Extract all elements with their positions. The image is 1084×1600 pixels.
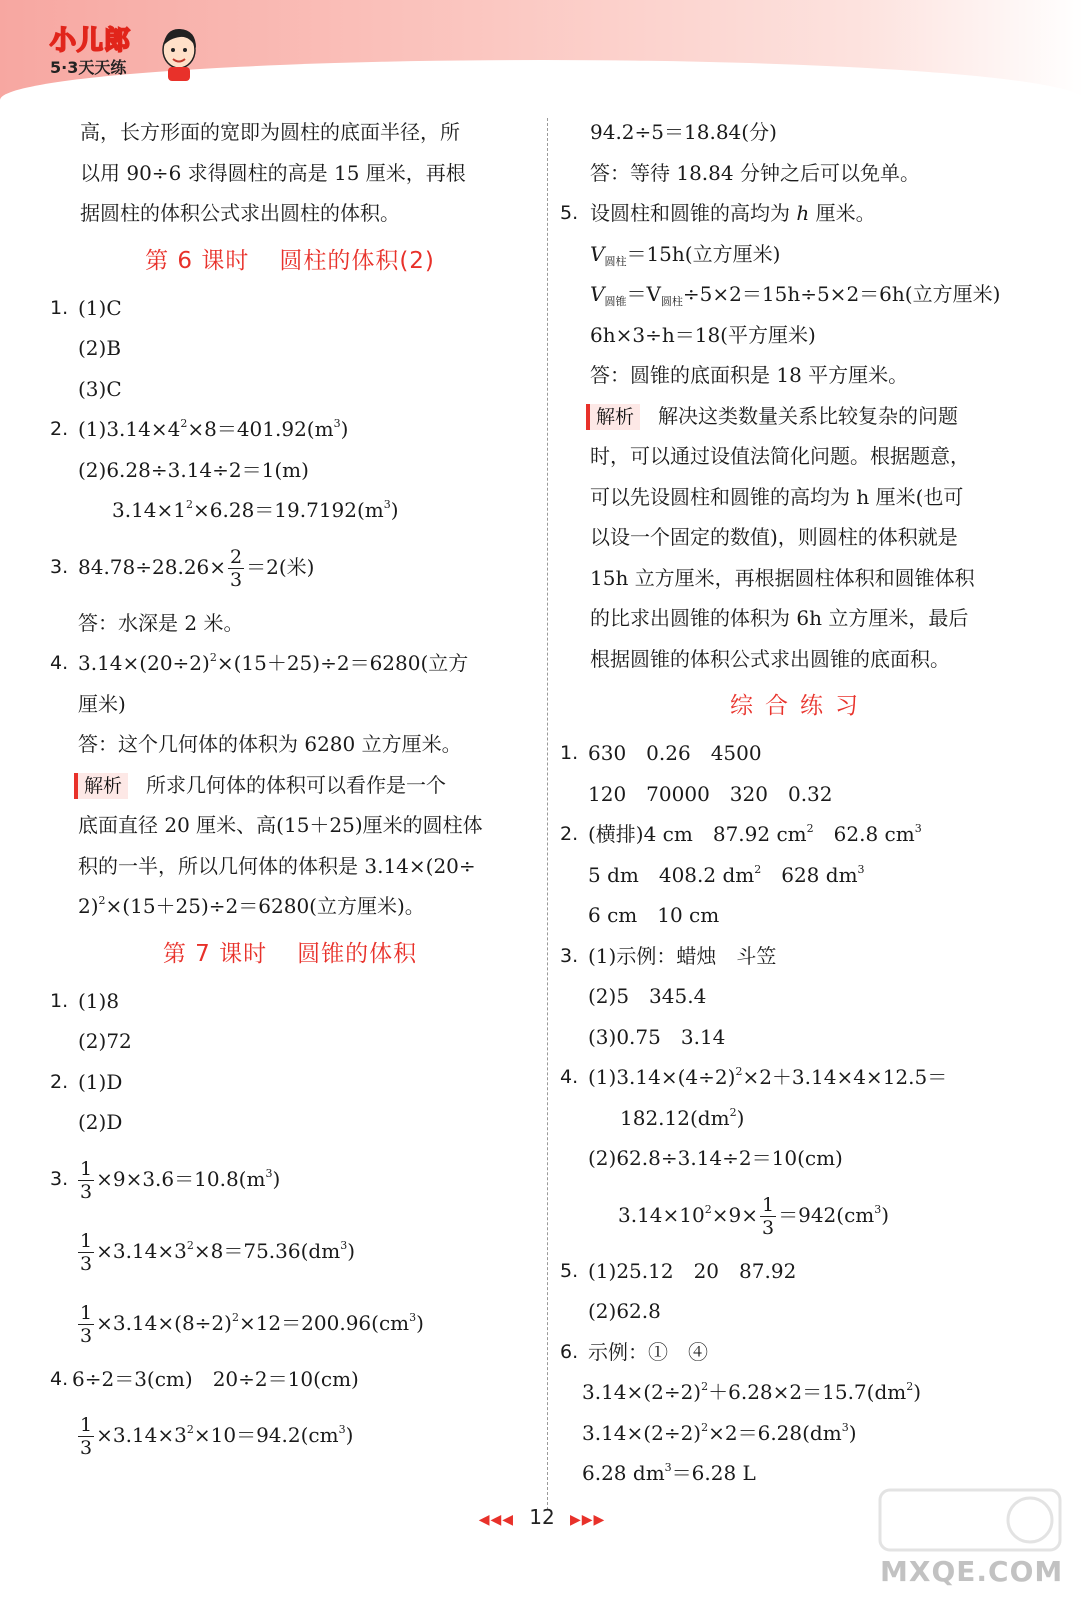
left-arrows-icon: ◀◀◀ — [478, 1512, 514, 1528]
analysis-tag: 解析 — [586, 404, 640, 430]
watermark-text: MXQE.COM — [880, 1555, 1064, 1588]
analysis-tag: 解析 — [74, 773, 128, 799]
intro-line: 以用 90÷6 求得圆柱的高是 15 厘米，再根 — [80, 160, 466, 185]
analysis-line: 的比求出圆锥的体积为 6h 立方厘米，最后 — [590, 606, 969, 630]
answer-line: (2)62.8 — [588, 1299, 661, 1323]
lesson-6-heading: 第 6 课时 圆柱的体积(2) — [145, 247, 435, 274]
answer-line: 6.28 $dm^3=6.28$ L — [582, 1461, 756, 1485]
answer-line: 2. (横排)4 cm 87.92 $cm^2$ 62.8 $cm^3$ — [560, 822, 922, 846]
answer-line: 3. $\frac{1}{3}$ $\times 9\times 3.6=10.8(m^3)$ — [50, 1157, 281, 1203]
answer-line: 94.2÷5＝18.84(分) — [590, 120, 777, 144]
answer-line: 4. $(1)3.14\times(4\div 2)^2\times 2+3.14\times 4\times 12.5=$ — [560, 1065, 948, 1089]
analysis-line: 底面直径 20 厘米、高(15＋25)厘米的圆柱体 — [78, 813, 483, 837]
analysis-line: 时，可以通过设值法简化问题。根据题意， — [590, 444, 970, 468]
right-arrows-icon: ▶▶▶ — [569, 1512, 606, 1528]
page-number: 12 — [529, 1505, 555, 1529]
answer-line: 2. $(1)3.14\times 4^2\times 8=401.92(m^3)$ — [50, 417, 349, 441]
answer-line: (2)5 345.4 — [588, 984, 707, 1008]
analysis-line: 可以先设圆柱和圆锥的高均为 h 厘米(也可 — [590, 484, 964, 509]
logo-title: 小儿郎 — [50, 26, 132, 56]
analysis-line: 解析 解决这类数量关系比较复杂的问题 — [560, 396, 1040, 437]
answer-line: 答：这个几何体的体积为 6280 立方厘米。 — [78, 732, 462, 756]
answer-line: 厘米) — [78, 691, 126, 716]
answer-line: $3.14\times(2\div 2)^2+6.28\times 2=15.7(dm^2)$ — [582, 1380, 922, 1404]
answer-line: 答：等待 18.84 分钟之后可以免单。 — [590, 160, 920, 185]
answer-line: (2)6.28÷3.14÷2＝1(m) — [78, 457, 309, 482]
answer-line: 答：水深是 2 米。 — [78, 610, 244, 635]
analysis-line: 15h 立方厘米，再根据圆柱体积和圆锥体积 — [590, 565, 975, 590]
fraction: $\frac{1}{3}$ — [762, 1193, 775, 1239]
left-column — [50, 112, 530, 1471]
answer-line: 6h×3÷h＝18(平方厘米) — [590, 322, 816, 347]
answer-line: (3)C — [78, 376, 122, 401]
answer-line: (2)62.8÷3.14÷2＝10(cm) — [588, 1146, 843, 1170]
analysis-line: 根据圆锥的体积公式求出圆锥的底面积。 — [590, 646, 950, 671]
answer-line: 4. $3.14\times(20\div 2)^2\times(15+25)\div 2=6280$(立方 — [50, 651, 469, 675]
answer-line: $V_{圆锥}=V_{圆柱}\div 5\times 2=15h\div 5\times 2=6h$(立方厘米) — [590, 282, 1001, 308]
answer-line: 3. 84.78÷28.26× $\frac{2}{3}$ ＝2(米) — [50, 545, 315, 591]
answer-line: 1. 630 0.26 4500 — [560, 741, 762, 765]
answer-line: 5. 设圆柱和圆锥的高均为 h 厘米。 — [560, 201, 876, 225]
answer-line: 120 70000 320 0.32 — [588, 781, 833, 806]
fraction: $\frac{1}{3}$ — [80, 1301, 93, 1347]
logo-subtitle: 5·3天天练 — [50, 58, 127, 77]
analysis-line: 以设一个固定的数值)，则圆柱的体积就是 — [590, 525, 958, 549]
analysis-line: 解析 所求几何体的体积可以看作是一个 — [50, 765, 530, 806]
fraction: $\frac{2}{3}$ — [230, 545, 243, 591]
answer-line: $\frac{1}{3}$ $\times 3.14\times 3^2\times 8=75.36(dm^3)$ — [80, 1229, 355, 1275]
answer-line: $\frac{1}{3}$ $\times 3.14\times 3^2\times 10=94.2(cm^3)$ — [80, 1414, 354, 1459]
answer-line: $V_{圆柱}=15h$(立方厘米) — [590, 241, 781, 268]
review-heading: 综合练习 — [730, 693, 870, 719]
answer-line: $3.14\times 10^2\times 9\times$ $\frac{1}{3}$ $=942(cm^3)$ — [618, 1193, 890, 1239]
answer-line: 答：圆锥的底面积是 18 平方厘米。 — [590, 363, 909, 387]
fraction: $\frac{1}{3}$ — [80, 1414, 93, 1459]
fraction: $\frac{1}{3}$ — [80, 1229, 93, 1275]
answer-line: 6. 示例：① ④ — [560, 1339, 708, 1364]
answer-line: 3. (1)示例：蜡烛 斗笠 — [560, 943, 777, 968]
answer-line: $3.14\times(2\div 2)^2\times 2=6.28(dm^3)$ — [582, 1420, 857, 1445]
answer-line: 1. (1)C — [50, 295, 122, 320]
fraction: $\frac{1}{3}$ — [80, 1157, 93, 1203]
answer-line: (2)D — [78, 1110, 123, 1134]
mascot-icon — [156, 22, 202, 82]
brand-logo — [50, 26, 131, 78]
answer-line: $\frac{1}{3}$ $\times 3.14\times(8\div 2)^2\times 12=200.96(cm^3)$ — [80, 1301, 424, 1347]
answer-line: 4. 6÷2＝3(cm) 20÷2＝10(cm) — [50, 1366, 359, 1391]
intro-line: 据圆柱的体积公式求出圆柱的体积。 — [80, 201, 400, 225]
answer-line: 6 cm 10 cm — [588, 903, 720, 927]
analysis-line: 2)$^2$×(15＋25)÷2＝6280(立方厘米)。 — [78, 894, 425, 918]
column-divider — [547, 118, 548, 1510]
right-column — [560, 112, 1040, 1494]
answer-line: (2)72 — [78, 1029, 132, 1053]
answer-line: 5. (1)25.12 20 87.92 — [560, 1258, 797, 1283]
answer-line: 5 dm 408.2 $dm^2$ 628 $dm^3$ — [588, 862, 865, 887]
answer-line: $3.14\times 1^2\times 6.28=19.7192(m^3)$ — [112, 498, 399, 522]
answer-line: $182.12(dm^2)$ — [620, 1105, 745, 1130]
answer-line: (2)B — [78, 336, 122, 360]
answer-line: 2. (1)D — [50, 1069, 123, 1094]
answer-line: 1. (1)8 — [50, 988, 120, 1013]
intro-line: 高，长方形面的宽即为圆柱的底面半径，所 — [80, 120, 460, 144]
lesson-7-heading: 第 7 课时 圆锥的体积 — [162, 940, 418, 967]
analysis-line: 积的一半，所以几何体的体积是 3.14×(20÷ — [78, 853, 476, 878]
answer-line: (3)0.75 3.14 — [588, 1024, 726, 1049]
